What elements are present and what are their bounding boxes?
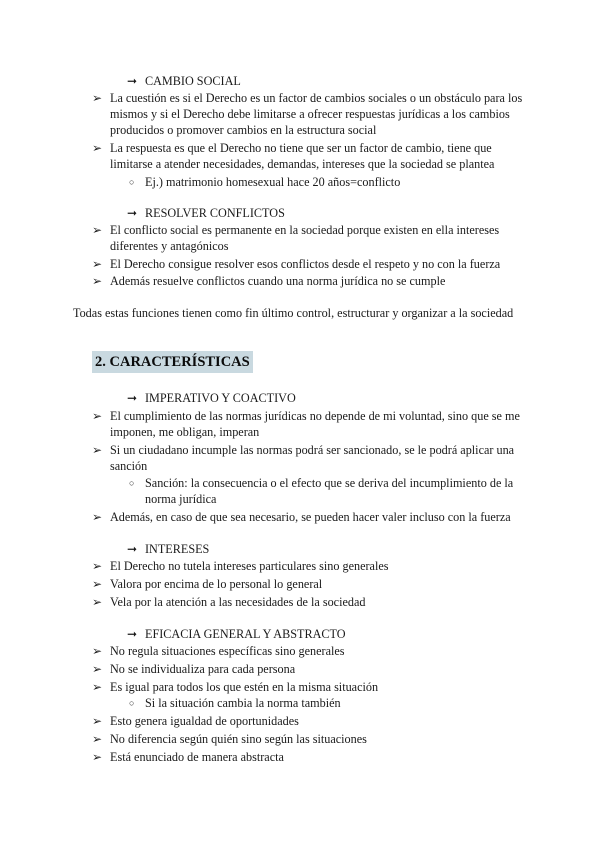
text-line: El Derecho no tutela intereses particulares sino generales <box>110 559 389 573</box>
text-line: Además resuelve conflictos cuando una norma jurídica no se cumple <box>110 274 446 288</box>
text-line: diferentes y antagónicos <box>110 239 229 253</box>
chevron-bullet-icon: ➢ <box>92 732 103 746</box>
text-line: Si un ciudadano incumple las normas podrá ser sancionado, se le podrá aplicar una <box>110 443 515 457</box>
chevron-bullet-icon: ➢ <box>92 750 103 764</box>
text-line: Es igual para todos los que estén en la misma situación <box>110 680 379 694</box>
chevron-bullet-icon: ➢ <box>92 409 103 423</box>
chevron-bullet-icon: ➢ <box>92 91 103 105</box>
arrow-icon: ➞ <box>127 74 138 88</box>
chevron-bullet-icon: ➢ <box>92 577 103 591</box>
text-line: Está enunciado de manera abstracta <box>110 750 284 764</box>
circle-bullet-icon: ○ <box>129 698 135 708</box>
circle-bullet-icon: ○ <box>129 478 135 488</box>
chevron-bullet-icon: ➢ <box>92 443 103 457</box>
text-line: El cumplimiento de las normas jurídicas no depende de mi voluntad, sino que se me <box>110 409 520 423</box>
chevron-bullet-icon: ➢ <box>92 223 103 237</box>
text-line: Valora por encima de lo personal lo general <box>110 577 323 591</box>
chevron-bullet-icon: ➢ <box>92 274 103 288</box>
circle-bullet-icon: ○ <box>129 177 135 187</box>
conclusion-text: Todas estas funciones tienen como fin último control, estructurar y organizar a la sociedad <box>73 306 514 320</box>
text-line: imponen, me obligan, imperan <box>110 425 260 439</box>
arrow-icon: ➞ <box>127 542 138 556</box>
chevron-bullet-icon: ➢ <box>92 141 103 155</box>
text-line: Esto genera igualdad de oportunidades <box>110 714 299 728</box>
chevron-bullet-icon: ➢ <box>92 510 103 524</box>
text-line: El conflicto social es permanente en la sociedad porque existen en ella intereses <box>110 223 500 237</box>
chevron-bullet-icon: ➢ <box>92 595 103 609</box>
text-line: producidos o promover cambios en la estructura social <box>110 123 377 137</box>
text-line: mismos y si el Derecho debe limitarse a ofrecer respuestas jurídicas a los cambios <box>110 107 510 121</box>
chevron-bullet-icon: ➢ <box>92 714 103 728</box>
arrow-icon: ➞ <box>127 627 138 641</box>
text-line: No regula situaciones específicas sino generales <box>110 644 345 658</box>
text-line: sanción <box>110 459 148 473</box>
text-line: No diferencia según quién sino según las situaciones <box>110 732 367 746</box>
chevron-bullet-icon: ➢ <box>92 257 103 271</box>
section-title-resolver: RESOLVER CONFLICTOS <box>145 206 285 220</box>
arrow-icon: ➞ <box>127 206 138 220</box>
text-line: El Derecho consigue resolver esos conflictos desde el respeto y no con la fuerza <box>110 257 501 271</box>
text-line: No se individualiza para cada persona <box>110 662 296 676</box>
text-line: Sanción: la consecuencia o el efecto que se deriva del incumplimiento de la <box>145 476 514 490</box>
arrow-icon: ➞ <box>127 391 138 405</box>
text-line: La respuesta es que el Derecho no tiene que ser un factor de cambio, tiene que <box>110 141 492 155</box>
section-title-imperativo: IMPERATIVO Y COACTIVO <box>145 391 296 405</box>
text-line: norma jurídica <box>145 492 217 506</box>
text-line: La cuestión es si el Derecho es un factor de cambios sociales o un obstáculo para los <box>110 91 523 105</box>
chevron-bullet-icon: ➢ <box>92 644 103 658</box>
text-line: Si la situación cambia la norma también <box>145 696 341 710</box>
section-heading: 2. CARACTERÍSTICAS <box>92 351 253 373</box>
chevron-bullet-icon: ➢ <box>92 559 103 573</box>
text-line: Ej.) matrimonio homesexual hace 20 años=conflicto <box>145 175 401 189</box>
text-line: Vela por la atención a las necesidades de la sociedad <box>110 595 366 609</box>
section-title-eficacia: EFICACIA GENERAL Y ABSTRACTO <box>145 627 346 641</box>
text-line: Además, en caso de que sea necesario, se pueden hacer valer incluso con la fuerza <box>110 510 511 524</box>
section-title-cambio: CAMBIO SOCIAL <box>145 74 241 88</box>
section-title-intereses: INTERESES <box>145 542 210 556</box>
chevron-bullet-icon: ➢ <box>92 680 103 694</box>
text-line: limitarse a atender necesidades, demandas, intereses que la sociedad se plantea <box>110 157 495 171</box>
chevron-bullet-icon: ➢ <box>92 662 103 676</box>
